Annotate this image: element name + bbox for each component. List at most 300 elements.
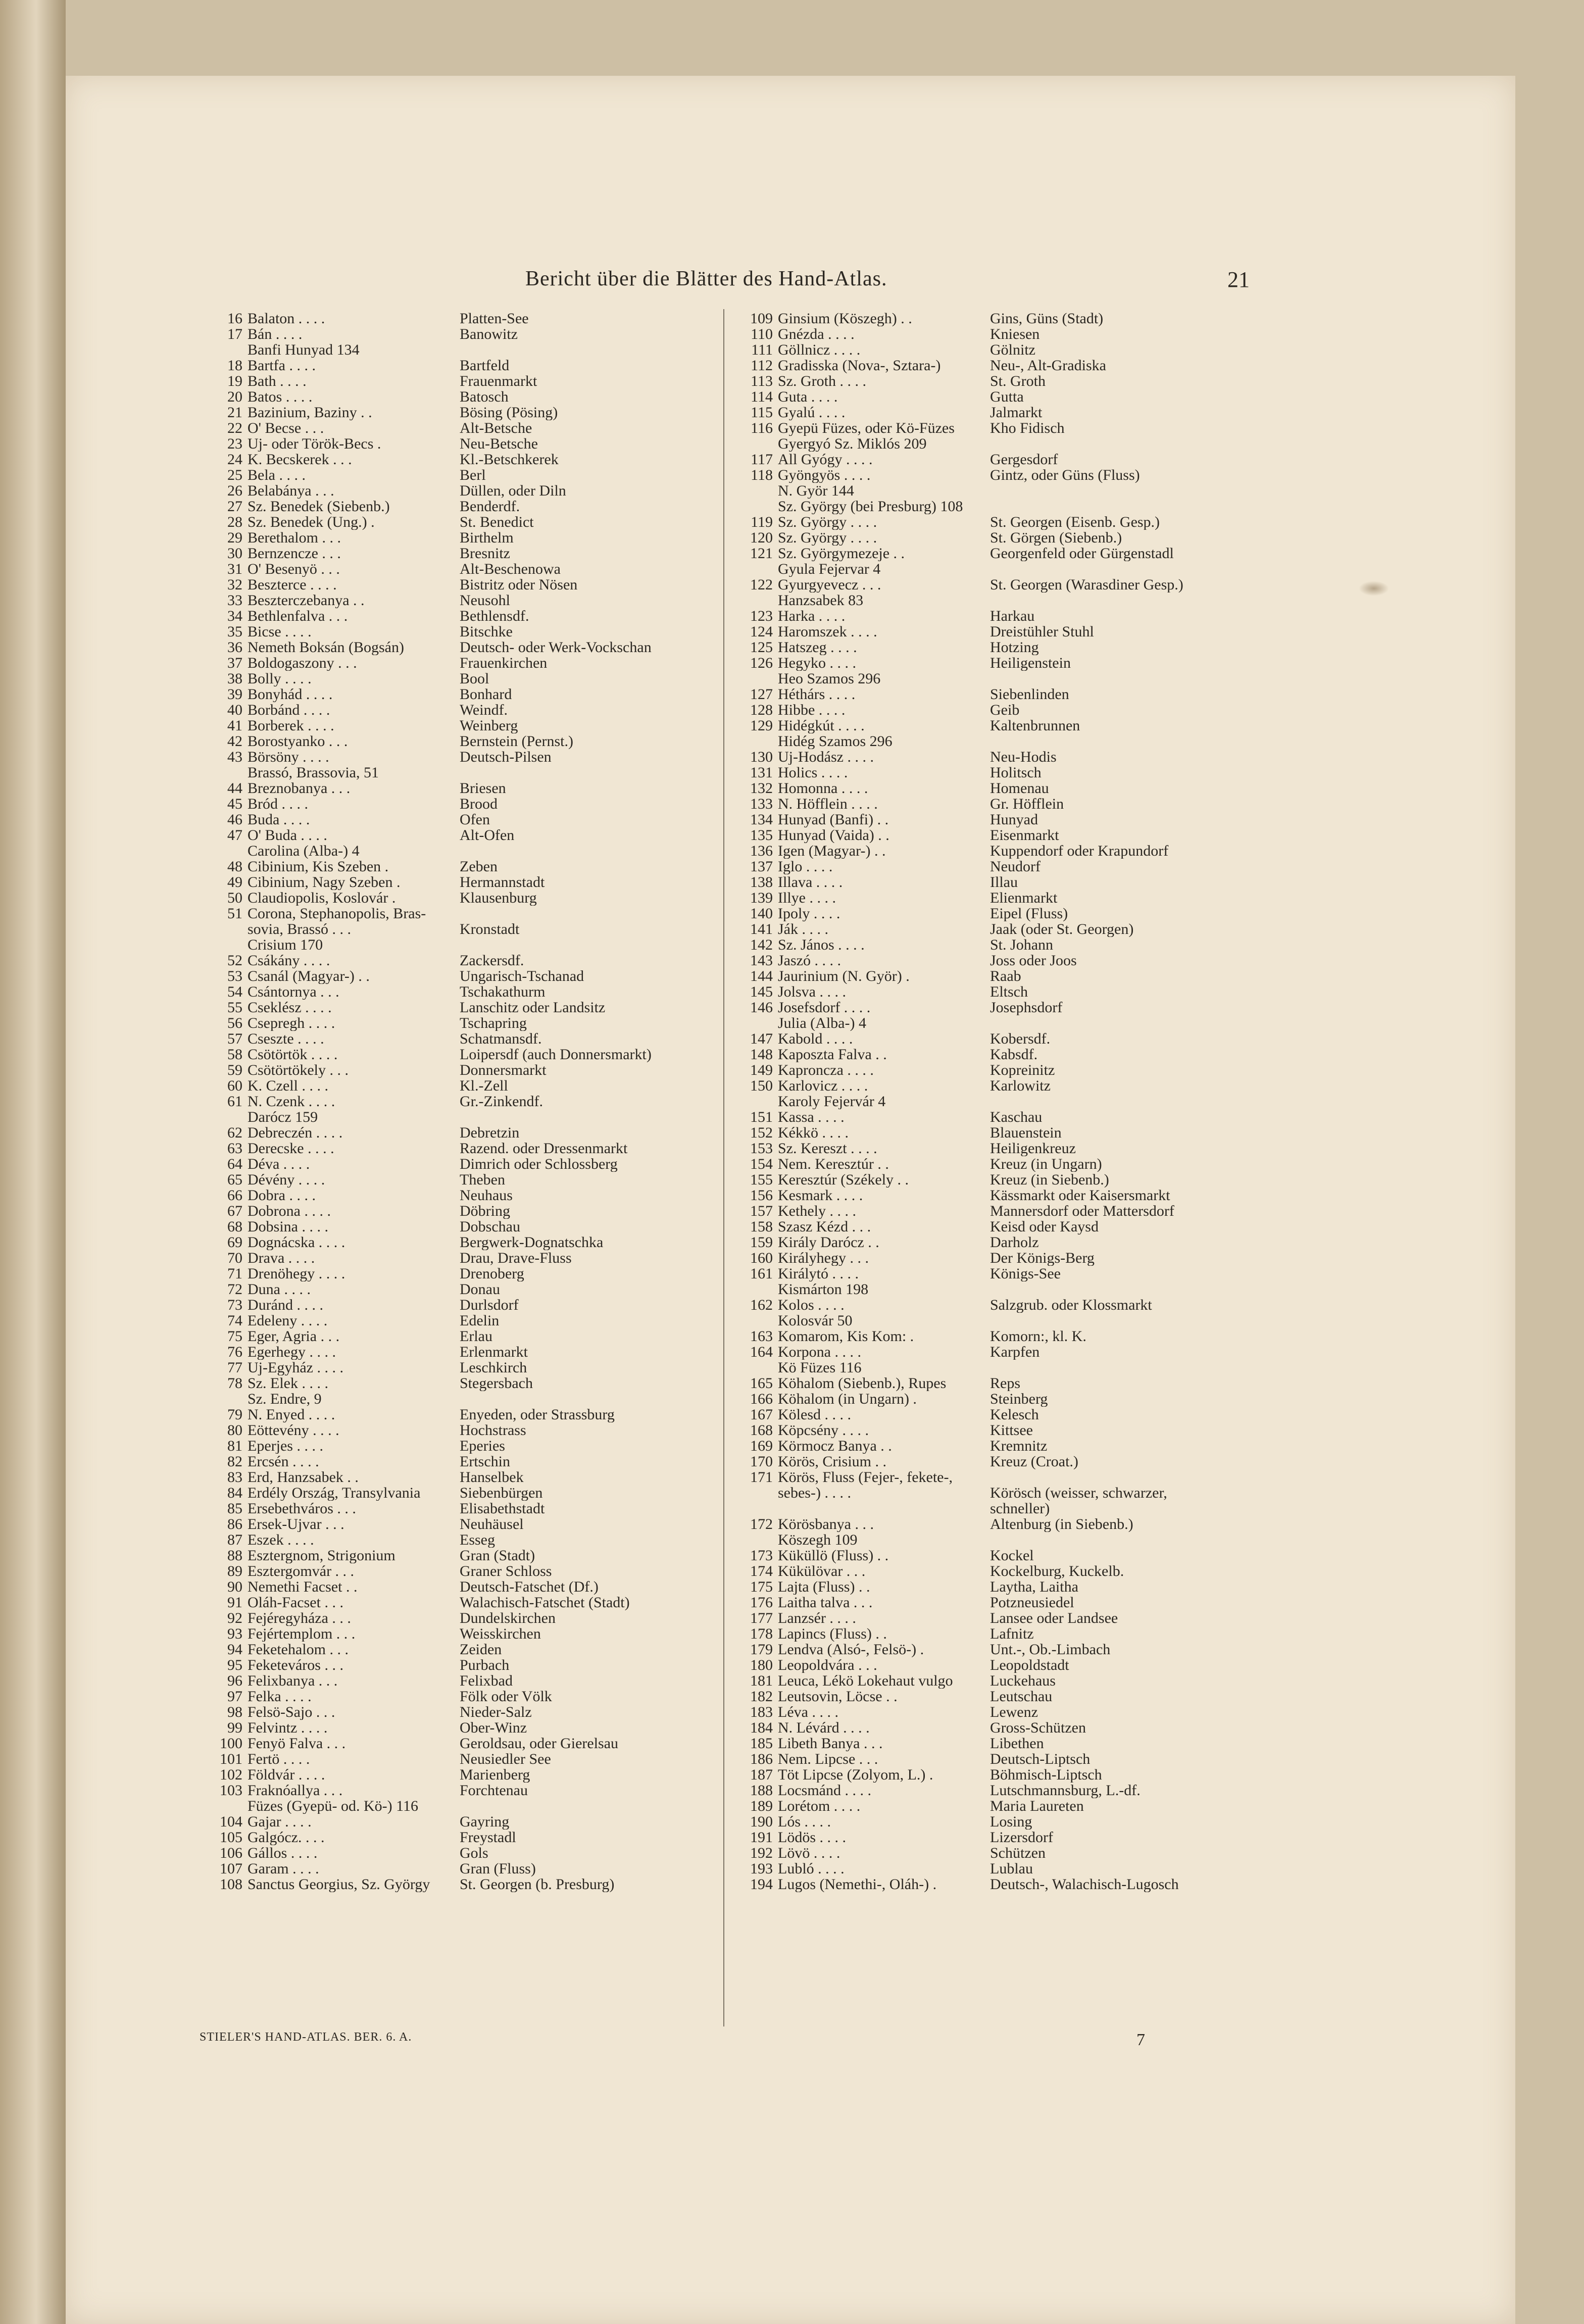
index-entry — [197, 1861, 722, 1876]
german-name: Homenau — [990, 780, 1049, 796]
hungarian-name: Lapincs (Fluss) . . — [778, 1626, 887, 1642]
entry-number: 61 — [227, 1093, 242, 1110]
hungarian-name: Julia (Alba-) 4 — [778, 1015, 866, 1031]
hungarian-name: N. Györ 144 — [778, 483, 854, 499]
index-entry — [727, 1485, 1253, 1501]
index-entry — [727, 765, 1253, 780]
index-entry — [197, 1328, 722, 1344]
entry-number: 51 — [227, 905, 242, 922]
german-name: Potzneusiedel — [990, 1595, 1074, 1610]
index-entry — [197, 592, 722, 608]
hungarian-name: Hunyad (Vaida) . . — [778, 827, 889, 843]
index-entry — [197, 1626, 722, 1642]
index-entry — [197, 467, 722, 483]
german-name: Königs-See — [990, 1266, 1061, 1281]
footer-sheet-number: 7 — [1136, 2031, 1145, 2049]
index-entry — [197, 1454, 722, 1469]
entry-number: 93 — [227, 1625, 242, 1642]
index-entry — [197, 1469, 722, 1485]
entry-number: 78 — [227, 1375, 242, 1392]
entry-number: 192 — [750, 1845, 773, 1861]
hungarian-name: Uj-Hodász . . . . — [778, 749, 874, 765]
index-entry — [727, 1250, 1253, 1266]
german-name: Leschkirch — [460, 1360, 527, 1375]
hungarian-name: K. Czell . . . . — [247, 1078, 328, 1094]
entry-number: 31 — [227, 561, 242, 577]
hungarian-name: K. Becskerek . . . — [247, 452, 352, 467]
german-name: St. Georgen (b. Presburg) — [460, 1876, 615, 1892]
entry-number: 105 — [220, 1829, 242, 1846]
hungarian-name: Csötörtök . . . . — [247, 1047, 338, 1062]
index-entry — [197, 843, 722, 859]
hungarian-name: Hidégkút . . . . — [778, 718, 865, 733]
hungarian-name: Beszterczebanya . . — [247, 592, 365, 608]
index-entry — [727, 780, 1253, 796]
german-name: Gölnitz — [990, 342, 1035, 358]
entry-number: 180 — [750, 1657, 773, 1673]
entry-number: 123 — [750, 608, 773, 624]
entry-number: 17 — [227, 326, 242, 342]
hungarian-name: Sanctus Georgius, Sz. György — [247, 1876, 430, 1892]
entry-number: 58 — [227, 1046, 242, 1063]
index-entry — [727, 1469, 1253, 1485]
entry-number: 77 — [227, 1359, 242, 1376]
german-name: Salzgrub. oder Klossmarkt — [990, 1297, 1152, 1313]
hungarian-name: Nem. Keresztúr . . — [778, 1156, 889, 1172]
index-entry — [727, 639, 1253, 655]
index-entry — [197, 1673, 722, 1689]
index-entry — [197, 1657, 722, 1673]
index-entry — [197, 342, 722, 358]
german-name: Stegersbach — [460, 1375, 533, 1391]
german-name: St. Groth — [990, 373, 1046, 389]
german-name: Edelin — [460, 1313, 500, 1328]
hungarian-name: Sz. Kereszt . . . . — [778, 1141, 877, 1156]
hungarian-name: Lendva (Alsó-, Felsö-) . — [778, 1642, 924, 1657]
hungarian-name: Fejértemplom . . . — [247, 1626, 356, 1642]
index-entry — [197, 953, 722, 968]
hungarian-name: Sz. Elek . . . . — [247, 1375, 328, 1391]
german-name: Gintz, oder Güns (Fluss) — [990, 467, 1140, 483]
hungarian-name: Banfi Hunyad 134 — [247, 342, 360, 358]
hungarian-name: Eöttevény . . . . — [247, 1422, 339, 1438]
index-entry — [197, 1250, 722, 1266]
german-name: Raab — [990, 968, 1021, 984]
german-name: Enyeden, oder Strassburg — [460, 1407, 615, 1422]
index-entry — [727, 1219, 1253, 1234]
german-name: Neuhaus — [460, 1188, 513, 1203]
entry-number: 43 — [227, 749, 242, 765]
index-entry — [197, 624, 722, 639]
entry-number: 68 — [227, 1218, 242, 1235]
german-name: Dundelskirchen — [460, 1610, 556, 1626]
german-name: Harkau — [990, 608, 1035, 624]
hungarian-name: Köpcsény . . . . — [778, 1422, 869, 1438]
german-name: St. Georgen (Warasdiner Gesp.) — [990, 577, 1183, 592]
index-entry — [727, 499, 1253, 514]
german-name: Reps — [990, 1375, 1020, 1391]
german-name: Forchtenau — [460, 1783, 528, 1798]
hungarian-name: Eszek . . . . — [247, 1532, 314, 1548]
entry-number: 90 — [227, 1578, 242, 1595]
paper-stain — [1359, 581, 1389, 596]
hungarian-name: Töt Lipcse (Zolyom, L.) . — [778, 1767, 933, 1783]
hungarian-name: Bonyhád . . . . — [247, 686, 333, 702]
hungarian-name: Duránd . . . . — [247, 1297, 323, 1313]
index-entry — [727, 796, 1253, 812]
german-name: Neuhäusel — [460, 1516, 524, 1532]
german-name: Hermannstadt — [460, 874, 545, 890]
entry-number: 75 — [227, 1328, 242, 1345]
german-name: Razend. oder Dressenmarkt — [460, 1141, 628, 1156]
index-entry — [197, 1501, 722, 1516]
index-entry — [727, 483, 1253, 499]
german-name: Hanselbek — [460, 1469, 524, 1485]
index-entry — [727, 561, 1253, 577]
footer-signature: STIELER'S HAND-ATLAS. BER. 6. A. — [200, 2031, 412, 2044]
german-name: Schatmansdf. — [460, 1031, 542, 1047]
index-entry — [727, 1125, 1253, 1141]
entry-number: 49 — [227, 874, 242, 891]
german-name: Der Königs-Berg — [990, 1250, 1095, 1266]
entry-number: 107 — [220, 1860, 242, 1877]
german-name: Gr. Höfflein — [990, 796, 1064, 812]
german-name: Illau — [990, 874, 1018, 890]
hungarian-name: Balaton . . . . — [247, 311, 325, 326]
german-name: Deutsch-Pilsen — [460, 749, 552, 765]
entry-number: 193 — [750, 1860, 773, 1877]
entry-number: 121 — [750, 545, 773, 562]
index-entry — [197, 1344, 722, 1360]
index-entry — [197, 1360, 722, 1375]
german-name: Altenburg (in Siebenb.) — [990, 1516, 1133, 1532]
entry-number: 18 — [227, 357, 242, 374]
entry-number: 72 — [227, 1281, 242, 1298]
entry-number: 66 — [227, 1187, 242, 1204]
entry-number: 60 — [227, 1077, 242, 1094]
hungarian-name: Guta . . . . — [778, 389, 838, 405]
german-name: Ofen — [460, 812, 490, 827]
index-entry — [727, 749, 1253, 765]
german-name: Zeben — [460, 859, 498, 874]
index-entry — [727, 827, 1253, 843]
index-entry — [197, 1156, 722, 1172]
german-name: Kreuz (Croat.) — [990, 1454, 1078, 1469]
index-entry — [197, 1595, 722, 1610]
index-entry — [727, 937, 1253, 953]
german-name: Geroldsau, oder Gierelsau — [460, 1736, 619, 1751]
hungarian-name: Gradisska (Nova-, Sztara-) — [778, 358, 941, 373]
entry-number: 150 — [750, 1077, 773, 1094]
entry-number: 170 — [750, 1453, 773, 1470]
hungarian-name: Köhalom (in Ungarn) . — [778, 1391, 917, 1407]
index-entry — [197, 1516, 722, 1532]
entry-number: 39 — [227, 686, 242, 703]
german-name: Theben — [460, 1172, 505, 1188]
index-entry — [727, 358, 1253, 373]
hungarian-name: Királyhegy . . . — [778, 1250, 869, 1266]
index-entry — [197, 1313, 722, 1328]
german-name: Neu-, Alt-Gradiska — [990, 358, 1106, 373]
hungarian-name: Haromszek . . . . — [778, 624, 877, 639]
german-name: Darholz — [990, 1234, 1039, 1250]
hungarian-name: Borbánd . . . . — [247, 702, 330, 718]
german-name: Walachisch-Fatschet (Stadt) — [460, 1595, 630, 1610]
german-name: Berl — [460, 467, 486, 483]
index-entry — [197, 1532, 722, 1548]
entry-number: 56 — [227, 1015, 242, 1031]
german-name: Deutsch- oder Werk-Vockschan — [460, 639, 652, 655]
hungarian-name: Carolina (Alba-) 4 — [247, 843, 360, 859]
hungarian-name: Sz. Benedek (Ung.) . — [247, 514, 375, 530]
index-entry — [727, 1328, 1253, 1344]
german-name: Eisenmarkt — [990, 827, 1059, 843]
hungarian-name: Kassa . . . . — [778, 1109, 845, 1125]
german-name: Georgenfeld oder Gürgenstadl — [990, 546, 1174, 561]
entry-number: 74 — [227, 1312, 242, 1329]
german-name: Karpfen — [990, 1344, 1040, 1360]
german-name: Bartfeld — [460, 358, 510, 373]
index-entry — [727, 1736, 1253, 1751]
german-name: Zackersdf. — [460, 953, 524, 968]
german-name: Eipel (Fluss) — [990, 906, 1068, 921]
index-entry — [727, 1407, 1253, 1422]
hungarian-name: Kékkö . . . . — [778, 1125, 849, 1141]
index-entry — [197, 827, 722, 843]
german-name: Kho Fidisch — [990, 420, 1065, 436]
entry-number: 176 — [750, 1594, 773, 1611]
index-entry — [727, 1313, 1253, 1328]
index-entry — [197, 1610, 722, 1626]
hungarian-name: Leuca, Lékö Lokehaut vulgo — [778, 1673, 953, 1689]
german-name: Kl.-Betschkerek — [460, 452, 559, 467]
hungarian-name: Ginsium (Köszegh) . . — [778, 311, 912, 326]
entry-number: 96 — [227, 1672, 242, 1689]
index-entry — [197, 1751, 722, 1767]
hungarian-name: Esztergomvár . . . — [247, 1563, 355, 1579]
hungarian-name: Sz. György (bei Presburg) 108 — [778, 499, 963, 514]
page-number: 21 — [1227, 267, 1250, 292]
german-name: Ungarisch-Tschanad — [460, 968, 584, 984]
index-entry — [197, 1798, 722, 1814]
index-entry — [727, 906, 1253, 921]
german-name: Dobschau — [460, 1219, 520, 1234]
entry-number: 21 — [227, 404, 242, 421]
index-entry — [197, 1579, 722, 1595]
index-entry — [727, 1078, 1253, 1094]
german-name: Loipersdf (auch Donnersmarkt) — [460, 1047, 652, 1062]
hungarian-name: Bath . . . . — [247, 373, 307, 389]
german-name: Jaak (oder St. Georgen) — [990, 921, 1134, 937]
index-entry — [727, 1031, 1253, 1047]
index-entry — [197, 1642, 722, 1657]
german-name: Neusohl — [460, 592, 510, 608]
entry-number: 46 — [227, 811, 242, 828]
hungarian-name: Kismárton 198 — [778, 1281, 869, 1297]
hungarian-name: Felvintz . . . . — [247, 1720, 328, 1736]
hungarian-name: Libeth Banya . . . — [778, 1736, 883, 1751]
entry-number: 85 — [227, 1500, 242, 1517]
hungarian-name: Gyurgyevecz . . . — [778, 577, 881, 592]
index-entry — [197, 420, 722, 436]
german-name: Benderdf. — [460, 499, 520, 514]
german-name: Bool — [460, 671, 489, 686]
index-entry — [197, 1062, 722, 1078]
index-entry — [197, 1704, 722, 1720]
german-name: Hotzing — [990, 639, 1039, 655]
index-entry — [197, 436, 722, 452]
german-name: Kockel — [990, 1548, 1034, 1563]
german-name: Keisd oder Kaysd — [990, 1219, 1099, 1234]
index-entry — [197, 1000, 722, 1015]
hungarian-name: Csákány . . . . — [247, 953, 330, 968]
entry-number: 129 — [750, 717, 773, 734]
hungarian-name: Sz. János . . . . — [778, 937, 865, 953]
index-entry — [197, 906, 722, 921]
entry-number: 62 — [227, 1124, 242, 1141]
entry-number: 138 — [750, 874, 773, 891]
german-name: Alt-Ofen — [460, 827, 515, 843]
hungarian-name: Bazinium, Baziny . . — [247, 405, 372, 420]
index-entry — [727, 1689, 1253, 1704]
german-name: Heiligenkreuz — [990, 1141, 1076, 1156]
index-entry — [197, 984, 722, 1000]
entry-number: 19 — [227, 373, 242, 389]
german-name: Kreuz (in Ungarn) — [990, 1156, 1102, 1172]
hungarian-name: Laitha talva . . . — [778, 1595, 873, 1610]
index-entry — [727, 389, 1253, 405]
entry-number: 166 — [750, 1391, 773, 1407]
entry-number: 25 — [227, 467, 242, 483]
german-name: Deutsch-, Walachisch-Lugosch — [990, 1876, 1179, 1892]
hungarian-name: Kethely . . . . — [778, 1203, 856, 1219]
hungarian-name: Uj-Egyház . . . . — [247, 1360, 343, 1375]
hungarian-name: Eperjes . . . . — [247, 1438, 323, 1454]
entry-number: 124 — [750, 623, 773, 640]
index-entry — [727, 733, 1253, 749]
index-entry — [727, 467, 1253, 483]
german-name: Bitschke — [460, 624, 513, 639]
hungarian-name: Corona, Stephanopolis, Bras- — [247, 906, 426, 921]
entry-number: 33 — [227, 592, 242, 609]
entry-number: 89 — [227, 1563, 242, 1579]
entry-number: 115 — [751, 404, 773, 421]
index-entry — [727, 1767, 1253, 1783]
hungarian-name: Erdély Ország, Transylvania — [247, 1485, 421, 1501]
entry-number: 44 — [227, 780, 242, 797]
hungarian-name: Feketeváros . . . — [247, 1657, 343, 1673]
index-entry — [197, 1438, 722, 1454]
entry-number: 95 — [227, 1657, 242, 1673]
german-name: Steinberg — [990, 1391, 1048, 1407]
german-name: Leutschau — [990, 1689, 1053, 1704]
index-entry — [197, 655, 722, 671]
entry-number: 173 — [750, 1547, 773, 1564]
entry-number: 36 — [227, 639, 242, 656]
index-entry — [727, 1876, 1253, 1892]
german-name: Neusiedler See — [460, 1751, 551, 1767]
hungarian-name: Börsöny . . . . — [247, 749, 329, 765]
hungarian-name: Lajta (Fluss) . . — [778, 1579, 870, 1595]
hungarian-name: Karoly Fejervár 4 — [778, 1094, 886, 1109]
index-entry — [727, 921, 1253, 937]
index-entry — [727, 1704, 1253, 1720]
index-entry — [197, 577, 722, 592]
index-entry — [727, 436, 1253, 452]
german-name: Alt-Beschenowa — [460, 561, 561, 577]
german-name: Tschakathurm — [460, 984, 546, 1000]
german-name: Bethlensdf. — [460, 608, 529, 624]
entry-number: 52 — [227, 952, 242, 969]
hungarian-name: Füzes (Gyepü- od. Kö-) 116 — [247, 1798, 418, 1814]
entry-number: 169 — [750, 1438, 773, 1454]
index-entry — [197, 1188, 722, 1203]
german-name: Bistritz oder Nösen — [460, 577, 578, 592]
hungarian-name: Körös, Fluss (Fejer-, fekete-, — [778, 1469, 953, 1485]
hungarian-name: Borberek . . . . — [247, 718, 334, 733]
hungarian-name: Crisium 170 — [247, 937, 323, 953]
german-name: Elisabethstadt — [460, 1501, 545, 1516]
german-name: Weinberg — [460, 718, 518, 733]
german-name: Graner Schloss — [460, 1563, 552, 1579]
entry-number: 114 — [751, 388, 773, 405]
hungarian-name: Köszegh 109 — [778, 1532, 858, 1548]
entry-number: 156 — [750, 1187, 773, 1204]
index-entry — [727, 1344, 1253, 1360]
hungarian-name: Erd, Hanzsabek . . — [247, 1469, 359, 1485]
hungarian-name: Fejéregyháza . . . — [247, 1610, 351, 1626]
index-entry — [727, 1375, 1253, 1391]
entry-number: 134 — [750, 811, 773, 828]
entry-number: 30 — [227, 545, 242, 562]
index-entry — [727, 1391, 1253, 1407]
entry-number: 158 — [750, 1218, 773, 1235]
hungarian-name: Iglo . . . . — [778, 859, 833, 874]
hungarian-name: Gnézda . . . . — [778, 326, 855, 342]
index-entry — [727, 874, 1253, 890]
entry-number: 71 — [227, 1265, 242, 1282]
index-entry — [197, 1234, 722, 1250]
german-name: Briesen — [460, 780, 506, 796]
entry-number: 54 — [227, 983, 242, 1000]
entry-number: 135 — [750, 827, 773, 844]
hungarian-name: Igen (Magyar-) . . — [778, 843, 886, 859]
hungarian-name: Fertö . . . . — [247, 1751, 310, 1767]
german-name: Gran (Fluss) — [460, 1861, 536, 1876]
hungarian-name: Batos . . . . — [247, 389, 313, 405]
index-entry — [727, 1501, 1253, 1516]
hungarian-name: N. Höfflein . . . . — [778, 796, 878, 812]
index-entry — [197, 1109, 722, 1125]
entry-number: 147 — [750, 1030, 773, 1047]
index-entry — [197, 1125, 722, 1141]
german-name: Ober-Winz — [460, 1720, 527, 1736]
german-name: Jalmarkt — [990, 405, 1043, 420]
index-entry — [197, 765, 722, 780]
hungarian-name: Héthárs . . . . — [778, 686, 856, 702]
german-name: Lanschitz oder Landsitz — [460, 1000, 606, 1015]
entry-number: 122 — [750, 576, 773, 593]
hungarian-name: Debreczén . . . . — [247, 1125, 343, 1141]
index-entry — [197, 1094, 722, 1109]
entry-number: 42 — [227, 733, 242, 750]
german-name: Esseg — [460, 1532, 495, 1548]
german-name: Böhmisch-Liptsch — [990, 1767, 1102, 1783]
index-entry — [197, 1422, 722, 1438]
entry-number: 92 — [227, 1610, 242, 1626]
hungarian-name: Gyöngyös . . . . — [778, 467, 871, 483]
hungarian-name: Fenyö Falva . . . — [247, 1736, 346, 1751]
